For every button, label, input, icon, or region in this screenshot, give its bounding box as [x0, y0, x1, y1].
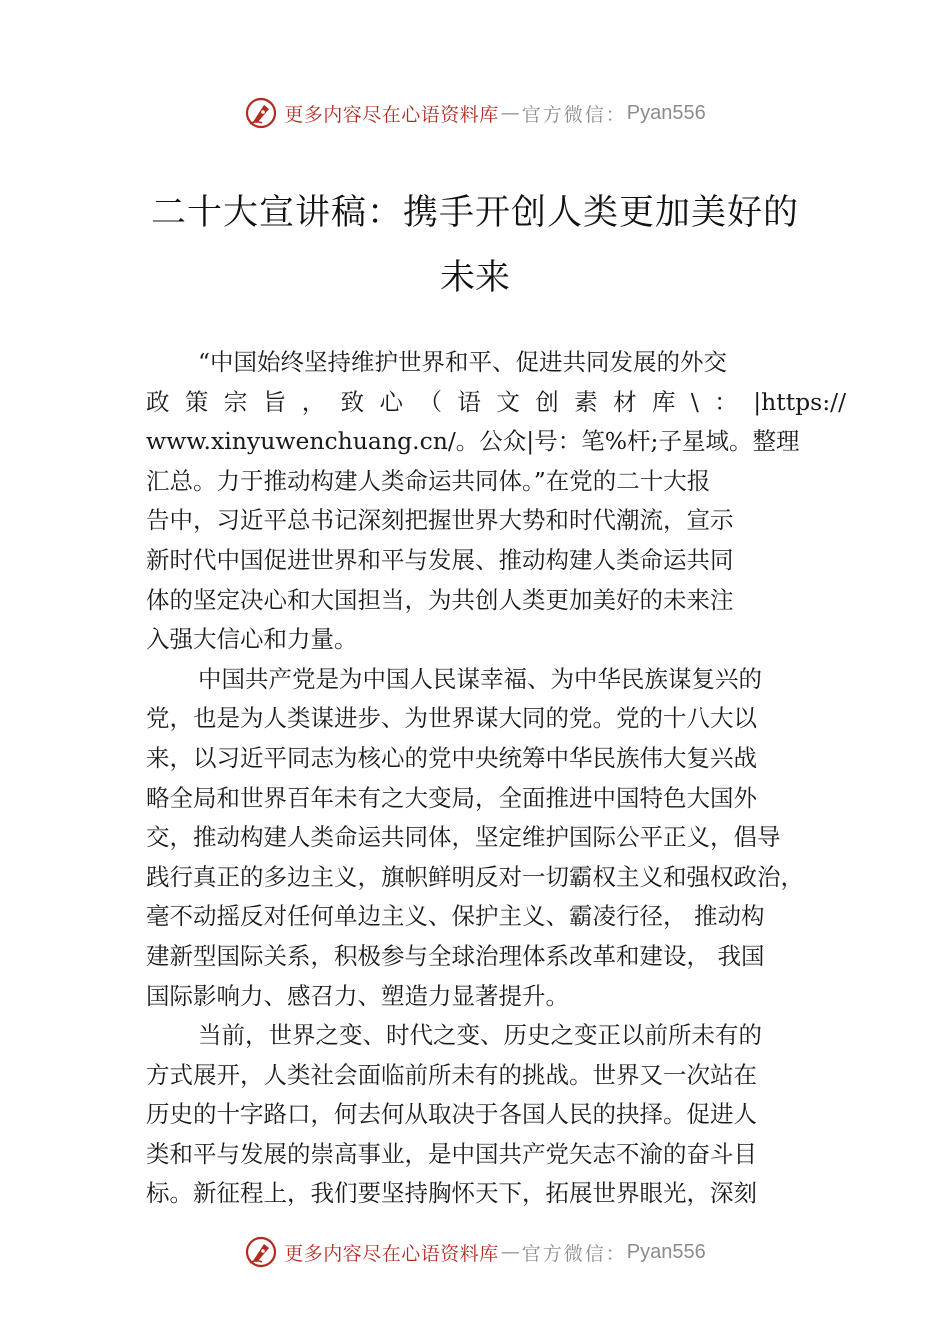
text-line: 政策宗旨，致心（语文创素材库\：|https://: [146, 387, 846, 416]
text-line: 方式展开，人类社会面临前所未有的挑战。世界又一次站在: [146, 1060, 757, 1089]
text-line: 践行真正的多边主义，旗帜鲜明反对一切霸权主义和强权政治，: [146, 862, 804, 891]
text-line: www.xinyuwenchuang.cn/。公众|号：笔%杆;子星域。整理: [146, 427, 800, 456]
text-line: 略全局和世界百年未有之大变局，全面推进中国特色大国外: [146, 783, 757, 812]
text-line: 建新型国际关系，积极参与全球治理体系改革和建设， 我国: [146, 941, 765, 970]
text-line: 毫不动摇反对任何单边主义、保护主义、霸凌行径， 推动构: [146, 902, 765, 931]
text-line: 标。新征程上，我们要坚持胸怀天下，拓展世界眼光，深刻: [146, 1179, 757, 1208]
header-banner: [0, 93, 950, 133]
pen-nib-logo-icon: [244, 1235, 278, 1269]
text-line: 新时代中国促进世界和平与发展、推动构建人类命运共同: [146, 545, 734, 574]
brand-name: 更多内容尽在心语资料库: [284, 1242, 499, 1265]
wechat-id: Pyan556: [626, 101, 706, 124]
document-title-line-2: 未来: [439, 258, 510, 298]
text-line: 来，以习近平同志为核心的党中央统筹中华民族伟大复兴战: [146, 743, 757, 772]
footer-banner: [0, 1232, 950, 1272]
text-line: 交，推动构建人类命运共同体，坚定维护国际公平正义，倡导: [146, 823, 781, 852]
wechat-label: 官方微信：: [521, 103, 627, 126]
text-line: 汇总。力于推动构建人类命运共同体。”在党的二十大报: [146, 466, 711, 495]
text-line: 体的坚定决心和大国担当，为共创人类更加美好的未来注: [146, 585, 734, 614]
text-line: 党，也是为人类谋进步、为世界谋大同的党。党的十八大以: [146, 704, 757, 733]
wechat-label: 官方微信：: [521, 1242, 627, 1265]
pen-nib-logo-icon: [244, 96, 278, 130]
banner-separator: —: [500, 102, 520, 124]
text-line: 入强大信心和力量。: [146, 625, 358, 654]
brand-name: 更多内容尽在心语资料库: [284, 103, 499, 126]
document-body: [146, 343, 846, 1214]
text-line: 历史的十字路口，何去何从取决于各国人民的抉择。促进人: [146, 1100, 757, 1129]
text-line: “中国始终坚持维护世界和平、促进共同发展的外交: [198, 348, 728, 376]
text-line: 类和平与发展的崇高事业，是中国共产党矢志不渝的奋斗目: [146, 1139, 757, 1168]
text-line: 告中，习近平总书记深刻把握世界大势和时代潮流，宣示: [146, 506, 734, 535]
text-line: 国际影响力、感召力、塑造力显著提升。: [146, 981, 569, 1010]
document-title-line-1: 二十大宣讲稿：携手开创人类更加美好的: [150, 193, 799, 233]
wechat-id: Pyan556: [626, 1240, 706, 1263]
text-line: 当前，世界之变、时代之变、历史之变正以前所未有的: [198, 1021, 762, 1050]
text-line: 中国共产党是为中国人民谋幸福、为中华民族谋复兴的: [198, 664, 762, 693]
banner-separator: —: [500, 1241, 520, 1263]
